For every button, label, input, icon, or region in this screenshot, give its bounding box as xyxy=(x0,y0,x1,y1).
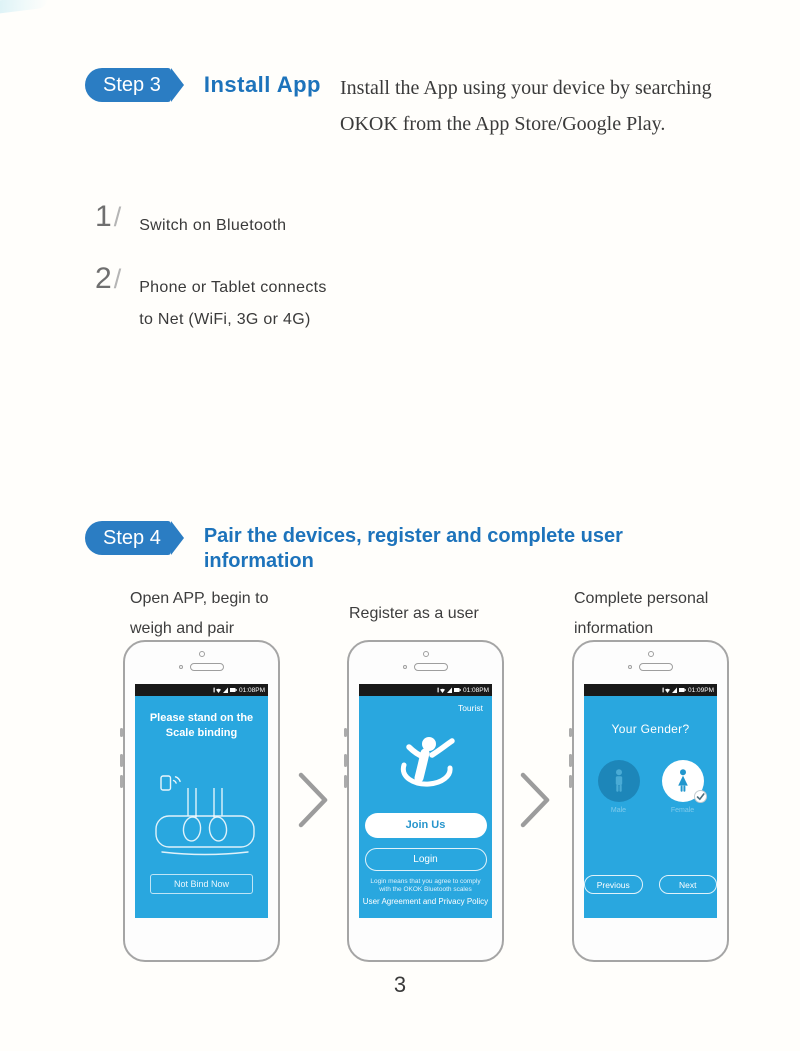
signal-icon xyxy=(447,688,452,694)
gender-question: Your Gender? xyxy=(611,722,690,736)
step4-section-header xyxy=(85,521,623,574)
gender-screen xyxy=(584,684,717,918)
step3-description-line2: OKOK from the App Store/Google Play. xyxy=(340,113,666,135)
camera-icon xyxy=(628,665,632,669)
check-icon xyxy=(694,790,707,803)
status-icons xyxy=(662,686,686,694)
status-bar xyxy=(359,684,492,696)
earpiece xyxy=(190,663,224,671)
previous-button[interactable]: Previous xyxy=(584,875,643,894)
earpiece-row xyxy=(349,663,502,671)
mute-switch xyxy=(120,728,123,737)
tourist-link[interactable]: Tourist xyxy=(457,703,483,713)
volume-button xyxy=(344,775,347,788)
register-screen xyxy=(359,684,492,918)
list-item-2 xyxy=(95,262,327,336)
battery-icon xyxy=(679,688,685,692)
phone-mockup-register xyxy=(347,640,504,962)
navigation-buttons xyxy=(584,875,717,894)
volume-button xyxy=(120,754,123,767)
step3-title: Install App xyxy=(203,72,321,97)
female-icon[interactable] xyxy=(662,760,704,802)
camera-icon xyxy=(403,665,407,669)
list-item-2-text: Phone or Tablet connects to Net (WiFi, 3G or 4G) xyxy=(139,279,327,328)
slash-separator: / xyxy=(113,264,122,294)
step3-badge: Step 3 xyxy=(85,68,171,102)
step4-title-line2: information xyxy=(203,550,314,572)
battery-icon xyxy=(454,688,460,692)
step3-description xyxy=(340,70,775,142)
mute-switch xyxy=(344,728,347,737)
step4-badge: Step 4 xyxy=(85,521,171,555)
male-icon[interactable] xyxy=(598,760,640,802)
signal-icon xyxy=(223,688,228,694)
status-icons xyxy=(213,686,237,694)
earpiece-row xyxy=(574,663,727,671)
user-agreement-link[interactable]: User Agreement and Privacy Policy xyxy=(362,897,489,906)
scale-feet-illustration xyxy=(148,788,260,860)
camera-icon xyxy=(179,665,183,669)
list-item-1-text: Switch on Bluetooth xyxy=(139,217,287,234)
camera-icon xyxy=(423,651,429,657)
gender-options xyxy=(584,760,717,814)
volume-button xyxy=(344,754,347,767)
binding-screen-title: Please stand on the Scale binding xyxy=(149,712,254,739)
scan-artifact xyxy=(0,0,49,14)
page-number: 3 xyxy=(393,972,407,997)
female-label: Female xyxy=(670,807,695,814)
volume-button xyxy=(569,775,572,788)
chevron-right-icon xyxy=(296,768,330,832)
camera-icon xyxy=(199,651,205,657)
camera-icon xyxy=(648,651,654,657)
battery-icon xyxy=(230,688,236,692)
list-number-1: 1/ xyxy=(95,200,122,233)
earpiece xyxy=(414,663,448,671)
okok-logo xyxy=(396,735,456,787)
list-number-2: 2/ xyxy=(95,262,122,295)
step4-title-line1: Pair the devices, register and complete user xyxy=(203,525,623,547)
not-bind-now-button[interactable]: Not Bind Now xyxy=(150,874,253,894)
phone-mockup-binding xyxy=(123,640,280,962)
mute-switch xyxy=(569,728,572,737)
status-bar xyxy=(584,684,717,696)
bluetooth-icon xyxy=(662,688,663,693)
volume-button xyxy=(120,775,123,788)
chevron-right-icon xyxy=(518,768,552,832)
phone-mockup-gender xyxy=(572,640,729,962)
step4-title xyxy=(204,521,623,574)
clock: 01:08PM xyxy=(238,686,265,694)
caption-register: Register as a user xyxy=(349,605,479,622)
caption-open-app: Open APP, begin to weigh and pair xyxy=(130,590,269,637)
status-bar xyxy=(135,684,268,696)
gender-option-male[interactable] xyxy=(598,760,640,814)
wifi-icon xyxy=(440,689,445,693)
binding-screen xyxy=(135,684,268,918)
join-us-button[interactable]: Join Us xyxy=(365,813,487,838)
bluetooth-icon xyxy=(213,688,214,693)
gender-option-female[interactable] xyxy=(662,760,704,814)
male-label: Male xyxy=(610,807,627,814)
status-icons xyxy=(437,686,461,694)
list-item-1 xyxy=(95,200,286,242)
agreement-text: Login means that you agree to comply with the OKOK Bluetooth scales xyxy=(370,878,481,893)
earpiece xyxy=(639,663,673,671)
clock: 01:09PM xyxy=(687,686,714,694)
wifi-icon xyxy=(665,689,670,693)
volume-button xyxy=(569,754,572,767)
step3-description-line1: Install the App using your device by searching xyxy=(340,77,712,99)
login-button[interactable]: Login xyxy=(365,848,487,871)
wifi-icon xyxy=(216,689,221,693)
clock: 01:08PM xyxy=(462,686,489,694)
bluetooth-icon xyxy=(437,688,438,693)
next-button[interactable]: Next xyxy=(659,875,718,894)
slash-separator: / xyxy=(113,202,122,232)
signal-icon xyxy=(672,688,677,694)
caption-complete-info: Complete personal information xyxy=(574,590,709,637)
step3-section-header xyxy=(85,68,321,102)
earpiece-row xyxy=(125,663,278,671)
